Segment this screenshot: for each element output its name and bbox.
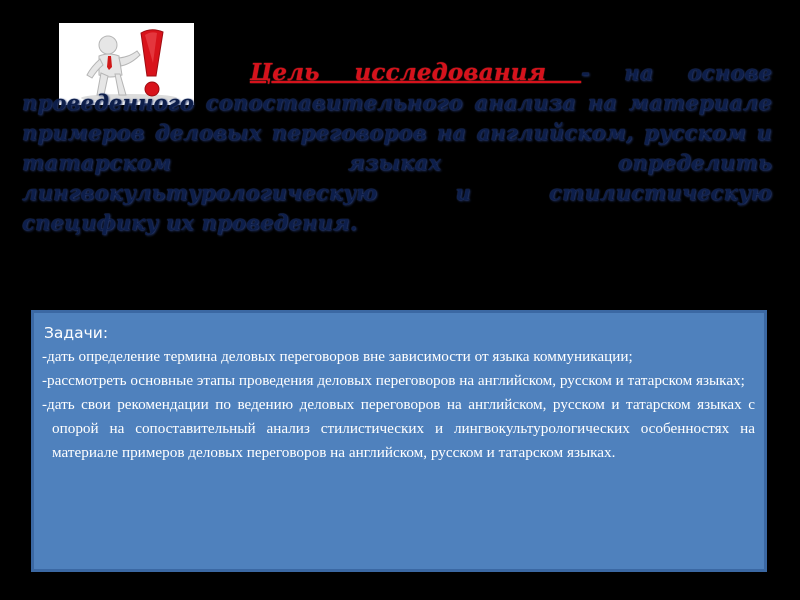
task-item-3: -дать свои рекомендации по ведению деловых переговоров на английском, русском и татарском языках с опорой на сопоставительный анализ стилистических и лингвокультурологических особенностях на материале примеров деловых переговоров на английском, русском и татарском языках. bbox=[42, 396, 755, 461]
tasks-panel bbox=[31, 310, 767, 572]
goal-text: - на основе проведенного сопоставительного анализа на материале примеров деловых переговоров на английском, русском и татарском языках определить лингвокультурологическую и стилистическую специфику их проведения. bbox=[22, 60, 772, 235]
goal-label: Цель исследования bbox=[250, 59, 582, 86]
research-goal bbox=[22, 58, 772, 238]
task-item-1: -дать определение термина деловых переговоров вне зависимости от языка коммуникации; bbox=[42, 348, 633, 365]
task-item-2: -рассмотреть основные этапы проведения деловых переговоров на английском, русском и татарском языках; bbox=[42, 372, 745, 389]
tasks-title: Задачи: bbox=[44, 324, 109, 342]
